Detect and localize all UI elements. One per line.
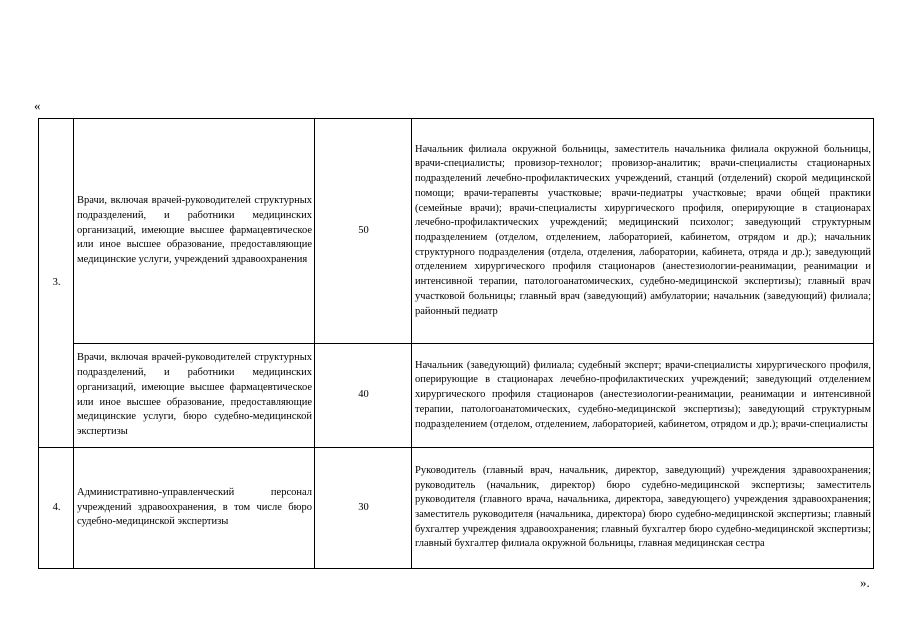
category-text: Врачи, включая врачей-руководителей структурных подразделений, и работники медицинских организаций, имеющие высшее фармацевтическое или иное высшее образование, предоставляющие медицинские услуги, учреждений здравоохранения <box>77 195 312 266</box>
table-row <box>39 448 874 569</box>
value-cell: 50 <box>315 119 412 344</box>
value-cell: 30 <box>315 448 412 569</box>
positions-text: Начальник филиала окружной больницы, заместитель начальника филиала окружной больницы, врачи-специалисты; провизор-технолог; провизор-аналитик; врачи-специалисты стационарных подразделений лечебно-профилактических учреждений, станций (отделений) скорой медицинской помощи; врачи-терапевты участковые; врачи-педиатры участковые; врачи общей практики (семейные врачи); врачи-специалисты хирургического профиля, оперирующие в стационарах лечебно-профилактических учреждений; медицинский психолог; заведующий структурным подразделением (отделом, отделением, лабораторией, кабинетом, отрядом и др.); начальник структурного подразделения (отдела, отделения, лаборатории, кабинета, отряда и др.); заведующий отделением хирургического профиля стационаров (анестезиологии-реанимации, реанимации и интенсивной терапии, патологоанатомических, судебно-медицинской экспертизы); главный врач участковой больницы; главный врач (заведующий) амбулатории; начальник (заведующий) филиала; районный педиатр <box>415 143 871 317</box>
value-cell: 40 <box>315 344 412 448</box>
positions-text: Начальник (заведующий) филиала; судебный эксперт; врачи-специалисты хирургического профиля, оперирующие в стационарах лечебно-профилактических учреждений; заведующий отделением хирургического профиля стационаров (анестезиологии-реанимации, реанимации и интенсивной терапии, патологоанатомических, судебно-медицинской экспертизы); заведующий структурным подразделением (отделом, отделением, лабораторией, кабинетом, отрядом и др.); врачи-специалисты <box>415 359 871 430</box>
closing-quote: ». <box>860 575 870 590</box>
positions-cell <box>412 344 874 448</box>
category-cell <box>74 119 315 344</box>
positions-cell <box>412 448 874 569</box>
category-cell <box>74 448 315 569</box>
positions-text: Руководитель (главный врач, начальник, директор, заведующий) учреждения здравоохранения; руководитель (начальник, директор) бюро судебно-медицинской экспертизы; заместитель руководителя (главного врача, начальника, директора, заведующего) учреждения здравоохранения; заместитель руководителя (начальника, директора) бюро судебно-медицинской экспертизы; главный бухгалтер учреждения здравоохранения; главный бухгалтер бюро судебно-медицинской экспертизы; главный бухгалтер филиала окружной больницы, главная медицинская сестра <box>415 464 871 550</box>
category-cell <box>74 344 315 448</box>
row-number: 3. <box>39 119 74 448</box>
positions-cell <box>412 119 874 344</box>
row-number: 4. <box>39 448 74 569</box>
opening-quote: « <box>34 98 41 113</box>
category-text: Врачи, включая врачей-руководителей структурных подразделений, и работники медицинских организаций, имеющие высшее фармацевтическое или иное высшее образование, предоставляющие медицинские услуги, бюро судебно-медицинской экспертизы <box>77 352 312 437</box>
positions-table <box>38 118 874 569</box>
table-row <box>39 344 874 448</box>
table-row <box>39 119 874 344</box>
category-text: Административно-управленческий персонал учреждений здравоохранения, в том числе бюро судебно-медицинской экспертизы <box>77 486 312 528</box>
